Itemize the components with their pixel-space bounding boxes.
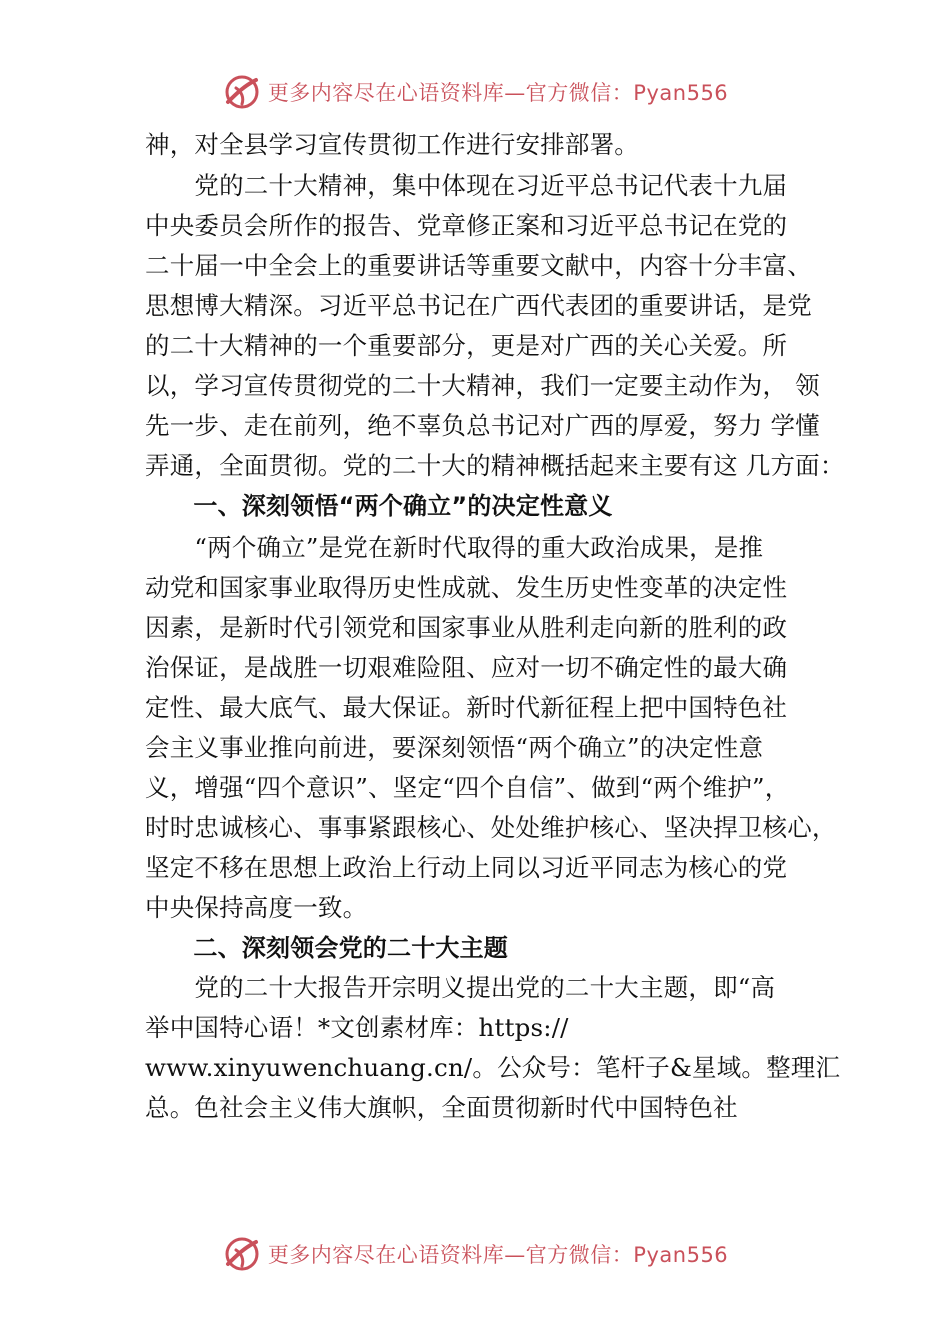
header-banner — [0, 70, 950, 114]
text-line: “两个确立”是党在新时代取得的重大政治成果，是推 — [145, 533, 764, 562]
text-line: 因素，是新时代引领党和国家事业从胜利走向新的胜利的政 — [145, 613, 788, 642]
text-line: 以，学习宣传贯彻党的二十大精神，我们一定要主动作为， 领 — [145, 371, 820, 400]
text-line: 中央保持高度一致。 — [145, 893, 368, 922]
section-heading: 二、深刻领会党的二十大主题 — [145, 934, 508, 962]
text-line: 神，对全县学习宣传贯彻工作进行安排部署。 — [145, 130, 639, 159]
footer-banner — [0, 1232, 950, 1276]
banner-text: 更多内容尽在心语资料库—官方微信：Pyan556 — [267, 81, 729, 105]
calligraphy-logo-icon — [222, 1234, 262, 1274]
banner-text: 更多内容尽在心语资料库—官方微信：Pyan556 — [267, 1243, 729, 1267]
text-line: 先一步、走在前列，绝不辜负总书记对广西的厚爱，努力 学懂 — [145, 411, 820, 440]
text-line: 定性、最大底气、最大保证。新时代新征程上把中国特色社 — [145, 693, 788, 722]
text-line: 举中国特心语！*文创素材库：https:// — [145, 1013, 569, 1042]
text-line: 二十届一中全会上的重要讲话等重要文献中，内容十分丰富、 — [145, 251, 812, 280]
text-line: 会主义事业推向前进，要深刻领悟“两个确立”的决定性意 — [145, 733, 764, 762]
text-line: 动党和国家事业取得历史性成就、发生历史性变革的决定性 — [145, 573, 788, 602]
text-line: www.xinyuwenchuang.cn/。公众号：笔杆子&星域。整理汇 — [145, 1053, 841, 1082]
section-heading: 一、深刻领悟“两个确立”的决定性意义 — [145, 492, 613, 520]
text-line: 治保证，是战胜一切艰难险阻、应对一切不确定性的最大确 — [145, 653, 788, 682]
text-line: 坚定不移在思想上政治上行动上同以习近平同志为核心的党 — [145, 853, 788, 882]
text-line: 时时忠诚核心、事事紧跟核心、处处维护核心、坚决捍卫核心， — [145, 813, 837, 842]
text-line: 义，增强“四个意识”、坚定“四个自信”、做到“两个维护”， — [145, 773, 790, 802]
text-line: 总。色社会主义伟大旗帜，全面贯彻新时代中国特色社 — [145, 1093, 738, 1122]
text-line: 中央委员会所作的报告、党章修正案和习近平总书记在党的 — [145, 211, 788, 240]
text-line: 弄通，全面贯彻。党的二十大的精神概括起来主要有这 几方面： — [145, 451, 845, 480]
calligraphy-logo-icon — [222, 72, 262, 112]
text-line: 党的二十大报告开宗明义提出党的二十大主题，即“高 — [145, 973, 776, 1002]
text-line: 党的二十大精神，集中体现在习近平总书记代表十九届 — [145, 171, 788, 200]
text-line: 的二十大精神的一个重要部分，更是对广西的关心关爱。所 — [145, 331, 788, 360]
text-line: 思想博大精深。习近平总书记在广西代表团的重要讲话，是党 — [145, 291, 812, 320]
